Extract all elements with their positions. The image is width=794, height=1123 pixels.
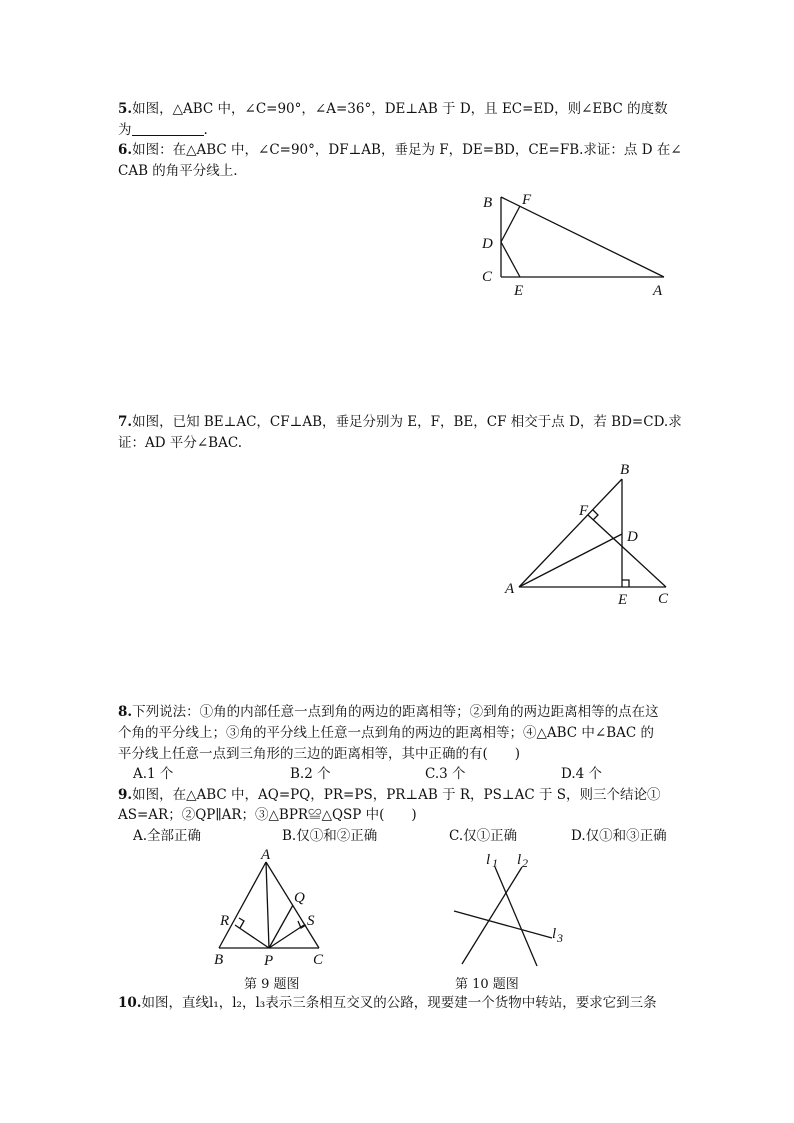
q7-line-1 xyxy=(118,413,682,431)
q6-label-b: B xyxy=(483,195,493,211)
q10-text-1: 如图，直线l₁，l₂，l₃表示三条相互交叉的公路，现要建一个货物中转站，要求它到三条 xyxy=(141,995,657,1011)
q6-figure xyxy=(470,185,680,300)
q8-line-2 xyxy=(118,724,654,742)
q7-figure xyxy=(500,460,685,610)
q9-line-2 xyxy=(118,806,417,824)
q7-label-b: B xyxy=(620,462,630,478)
q9-label-p: P xyxy=(264,953,274,969)
q6-side-ab xyxy=(501,197,664,277)
q9-segment-pr xyxy=(235,925,269,948)
q6-segment-df xyxy=(501,206,520,242)
q7-label-e: E xyxy=(618,592,628,608)
q9-segment-ps xyxy=(269,925,304,948)
q7-altitude-cf xyxy=(588,515,666,587)
q10-label-l2-sub: 2 xyxy=(522,856,528,870)
q7-text-2: 证：AD 平分∠BAC. xyxy=(118,435,242,451)
q9-figure-caption: 第 9 题图 xyxy=(244,977,300,992)
q6-text-2: CAB 的角平分线上. xyxy=(118,163,238,179)
q6-label-f: F xyxy=(522,192,532,208)
q9-figure xyxy=(205,845,335,970)
q10-label-l1-sub: 1 xyxy=(492,856,498,870)
q8-option-c[interactable]: C.3 个 xyxy=(425,766,466,782)
q8-number: 8. xyxy=(118,704,133,720)
q7-number: 7. xyxy=(118,414,133,430)
q10-line-1 xyxy=(118,994,657,1012)
q9-option-a[interactable]: A.全部正确 xyxy=(133,828,202,844)
q5-line-1 xyxy=(118,100,668,118)
q6-line-2 xyxy=(118,162,238,180)
q9-label-a: A xyxy=(261,847,271,863)
q7-right-angle-e xyxy=(622,580,629,587)
q10-label-l3: l xyxy=(552,926,557,942)
q10-number: 10. xyxy=(118,995,142,1011)
q7-label-f: F xyxy=(579,503,589,519)
q9-label-q: Q xyxy=(294,890,305,906)
q6-text-1: 如图：在△ABC 中，∠C=90°，DF⊥AB，垂足为 F，DE=BD，CE=FB.求证：点 D 在∠ xyxy=(132,142,682,158)
q6-label-c: C xyxy=(482,269,493,285)
q7-line-2 xyxy=(118,434,242,452)
q8-text-2: 个角的平分线上；③角的平分线上任意一点到角的两边的距离相等；④△ABC 中∠BAC 的 xyxy=(118,725,655,741)
q9-text-1: 如图，在△ABC 中，AQ=PQ，PR=PS，PR⊥AB 于 R，PS⊥AC 于 S，则三个结论① xyxy=(132,787,661,803)
q5-line-2 xyxy=(118,121,208,139)
q8-text-1: 下列说法：①角的内部任意一点到角的两边的距离相等；②到角的两边距离相等的点在这 xyxy=(132,704,659,720)
q9-right-angle-r xyxy=(239,918,244,928)
q10-label-l1: l xyxy=(486,852,491,868)
q5-text-1: 如图，△ABC 中，∠C=90°，∠A=36°，DE⊥AB 于 D，且 EC=ED，则∠EBC 的度数 xyxy=(132,101,668,117)
q7-label-d: D xyxy=(627,529,638,545)
q10-figure-caption: 第 10 题图 xyxy=(455,977,519,992)
q5-text-2-suffix: . xyxy=(203,122,208,138)
q8-option-d[interactable]: D.4 个 xyxy=(561,766,603,782)
q7-segment-ad xyxy=(519,534,622,587)
q9-line-1 xyxy=(118,786,661,804)
q6-label-a: A xyxy=(653,283,663,299)
q9-option-d[interactable]: D.仅①和③正确 xyxy=(571,828,667,844)
q9-label-b: B xyxy=(214,952,224,968)
q9-segment-ap xyxy=(266,862,269,948)
q9-side-ab xyxy=(219,862,266,948)
q8-line-1 xyxy=(118,703,659,721)
q7-label-c: C xyxy=(658,591,669,607)
q6-line-1 xyxy=(118,141,682,159)
q10-label-l3-sub: 3 xyxy=(557,931,563,945)
q5-text-2-prefix: 为 xyxy=(118,122,132,138)
q6-label-e: E xyxy=(514,283,524,299)
q8-option-a[interactable]: A.1 个 xyxy=(133,766,174,782)
q9-number: 9. xyxy=(118,787,133,803)
q9-option-b[interactable]: B.仅①和②正确 xyxy=(282,828,378,844)
q9-label-c: C xyxy=(313,952,324,968)
q10-line-l3 xyxy=(454,911,552,938)
q6-label-d: D xyxy=(482,236,493,252)
q6-segment-de xyxy=(501,242,520,277)
q10-figure xyxy=(448,848,578,973)
q9-segment-pq xyxy=(269,905,293,948)
q8-text-3: 平分线上任意一点到三角形的三边的距离相等，其中正确的有( ) xyxy=(118,746,521,762)
q9-label-s: S xyxy=(307,913,315,929)
q10-line-l1 xyxy=(495,867,537,966)
q7-label-a: A xyxy=(505,581,515,597)
q7-text-1: 如图，已知 BE⊥AC，CF⊥AB，垂足分别为 E，F，BE，CF 相交于点 D，若 BD=CD.求 xyxy=(132,414,682,430)
q9-option-c[interactable]: C.仅①正确 xyxy=(449,828,518,844)
q8-option-b[interactable]: B.2 个 xyxy=(290,766,331,782)
q8-line-3 xyxy=(118,745,520,763)
q9-text-2: AS=AR；②QP∥AR；③△BPR≌△QSP 中( ) xyxy=(118,807,417,823)
q7-right-angle-f xyxy=(593,510,598,520)
q5-number: 5. xyxy=(118,101,133,117)
q6-number: 6. xyxy=(118,142,133,158)
q10-label-l2: l xyxy=(517,852,522,868)
q5-answer-blank[interactable] xyxy=(132,122,204,136)
q9-label-r: R xyxy=(220,913,230,929)
